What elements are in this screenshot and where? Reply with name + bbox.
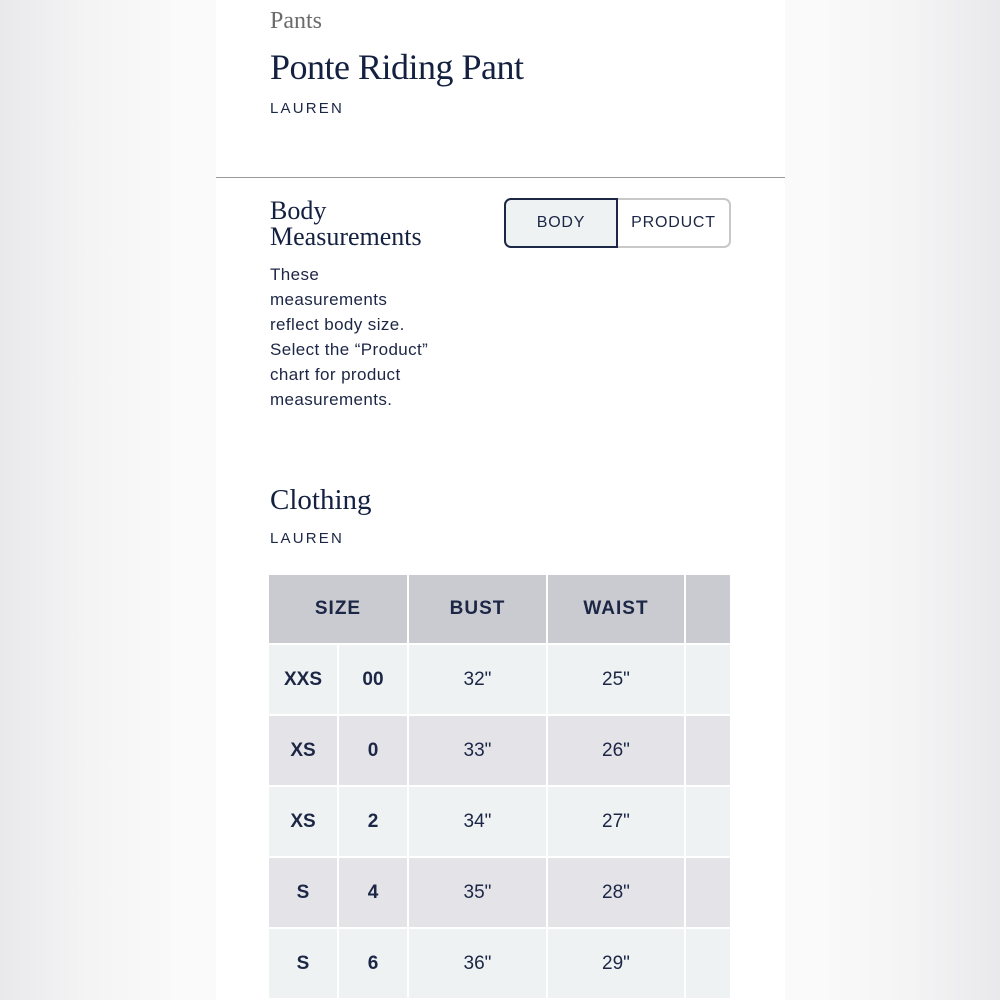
size-guide-panel [216,0,785,1000]
extra-cell [686,858,730,927]
bust-cell: 34" [409,787,546,856]
bust-cell: 36" [409,929,546,998]
size-number-cell: 4 [339,858,407,927]
waist-cell: 27" [548,787,684,856]
extra-cell [686,716,730,785]
product-brand: LAUREN [270,100,345,117]
header-bust: BUST [409,575,546,643]
waist-cell: 25" [548,645,684,714]
body-toggle-button[interactable]: BODY [504,198,618,248]
clothing-title: Clothing [270,484,372,516]
size-number-cell: 2 [339,787,407,856]
extra-cell [686,929,730,998]
header-waist: WAIST [548,575,684,643]
bust-cell: 32" [409,645,546,714]
measurement-toggle [504,198,731,248]
table-header-row [269,575,732,643]
size-letter-cell: S [269,858,337,927]
table-row [269,858,732,927]
size-letter-cell: XS [269,787,337,856]
section-title [270,198,470,250]
product-category: Pants [270,8,323,34]
measurements-description: These measurements reflect body size. Select the “Product” chart for product measurements. [270,265,429,409]
table-row [269,787,732,856]
size-number-cell: 00 [339,645,407,714]
divider [216,177,785,178]
waist-cell: 29" [548,929,684,998]
size-number-cell: 6 [339,929,407,998]
size-letter-cell: S [269,929,337,998]
product-toggle-button[interactable]: PRODUCT [618,198,731,248]
table-row [269,716,732,785]
header-size: SIZE [269,575,407,643]
waist-cell: 26" [548,716,684,785]
size-letter-cell: XS [269,716,337,785]
bust-cell: 33" [409,716,546,785]
waist-cell: 28" [548,858,684,927]
section-title-line2: Measurements [270,222,422,251]
size-table [269,575,732,1000]
bust-cell: 35" [409,858,546,927]
table-row [269,929,732,998]
extra-cell [686,645,730,714]
size-number-cell: 0 [339,716,407,785]
product-title: Ponte Riding Pant [270,47,524,87]
extra-cell [686,787,730,856]
header-extra [686,575,730,643]
clothing-brand: LAUREN [270,530,345,547]
table-row [269,645,732,714]
size-letter-cell: XXS [269,645,337,714]
section-title-line1: Body [270,196,327,225]
